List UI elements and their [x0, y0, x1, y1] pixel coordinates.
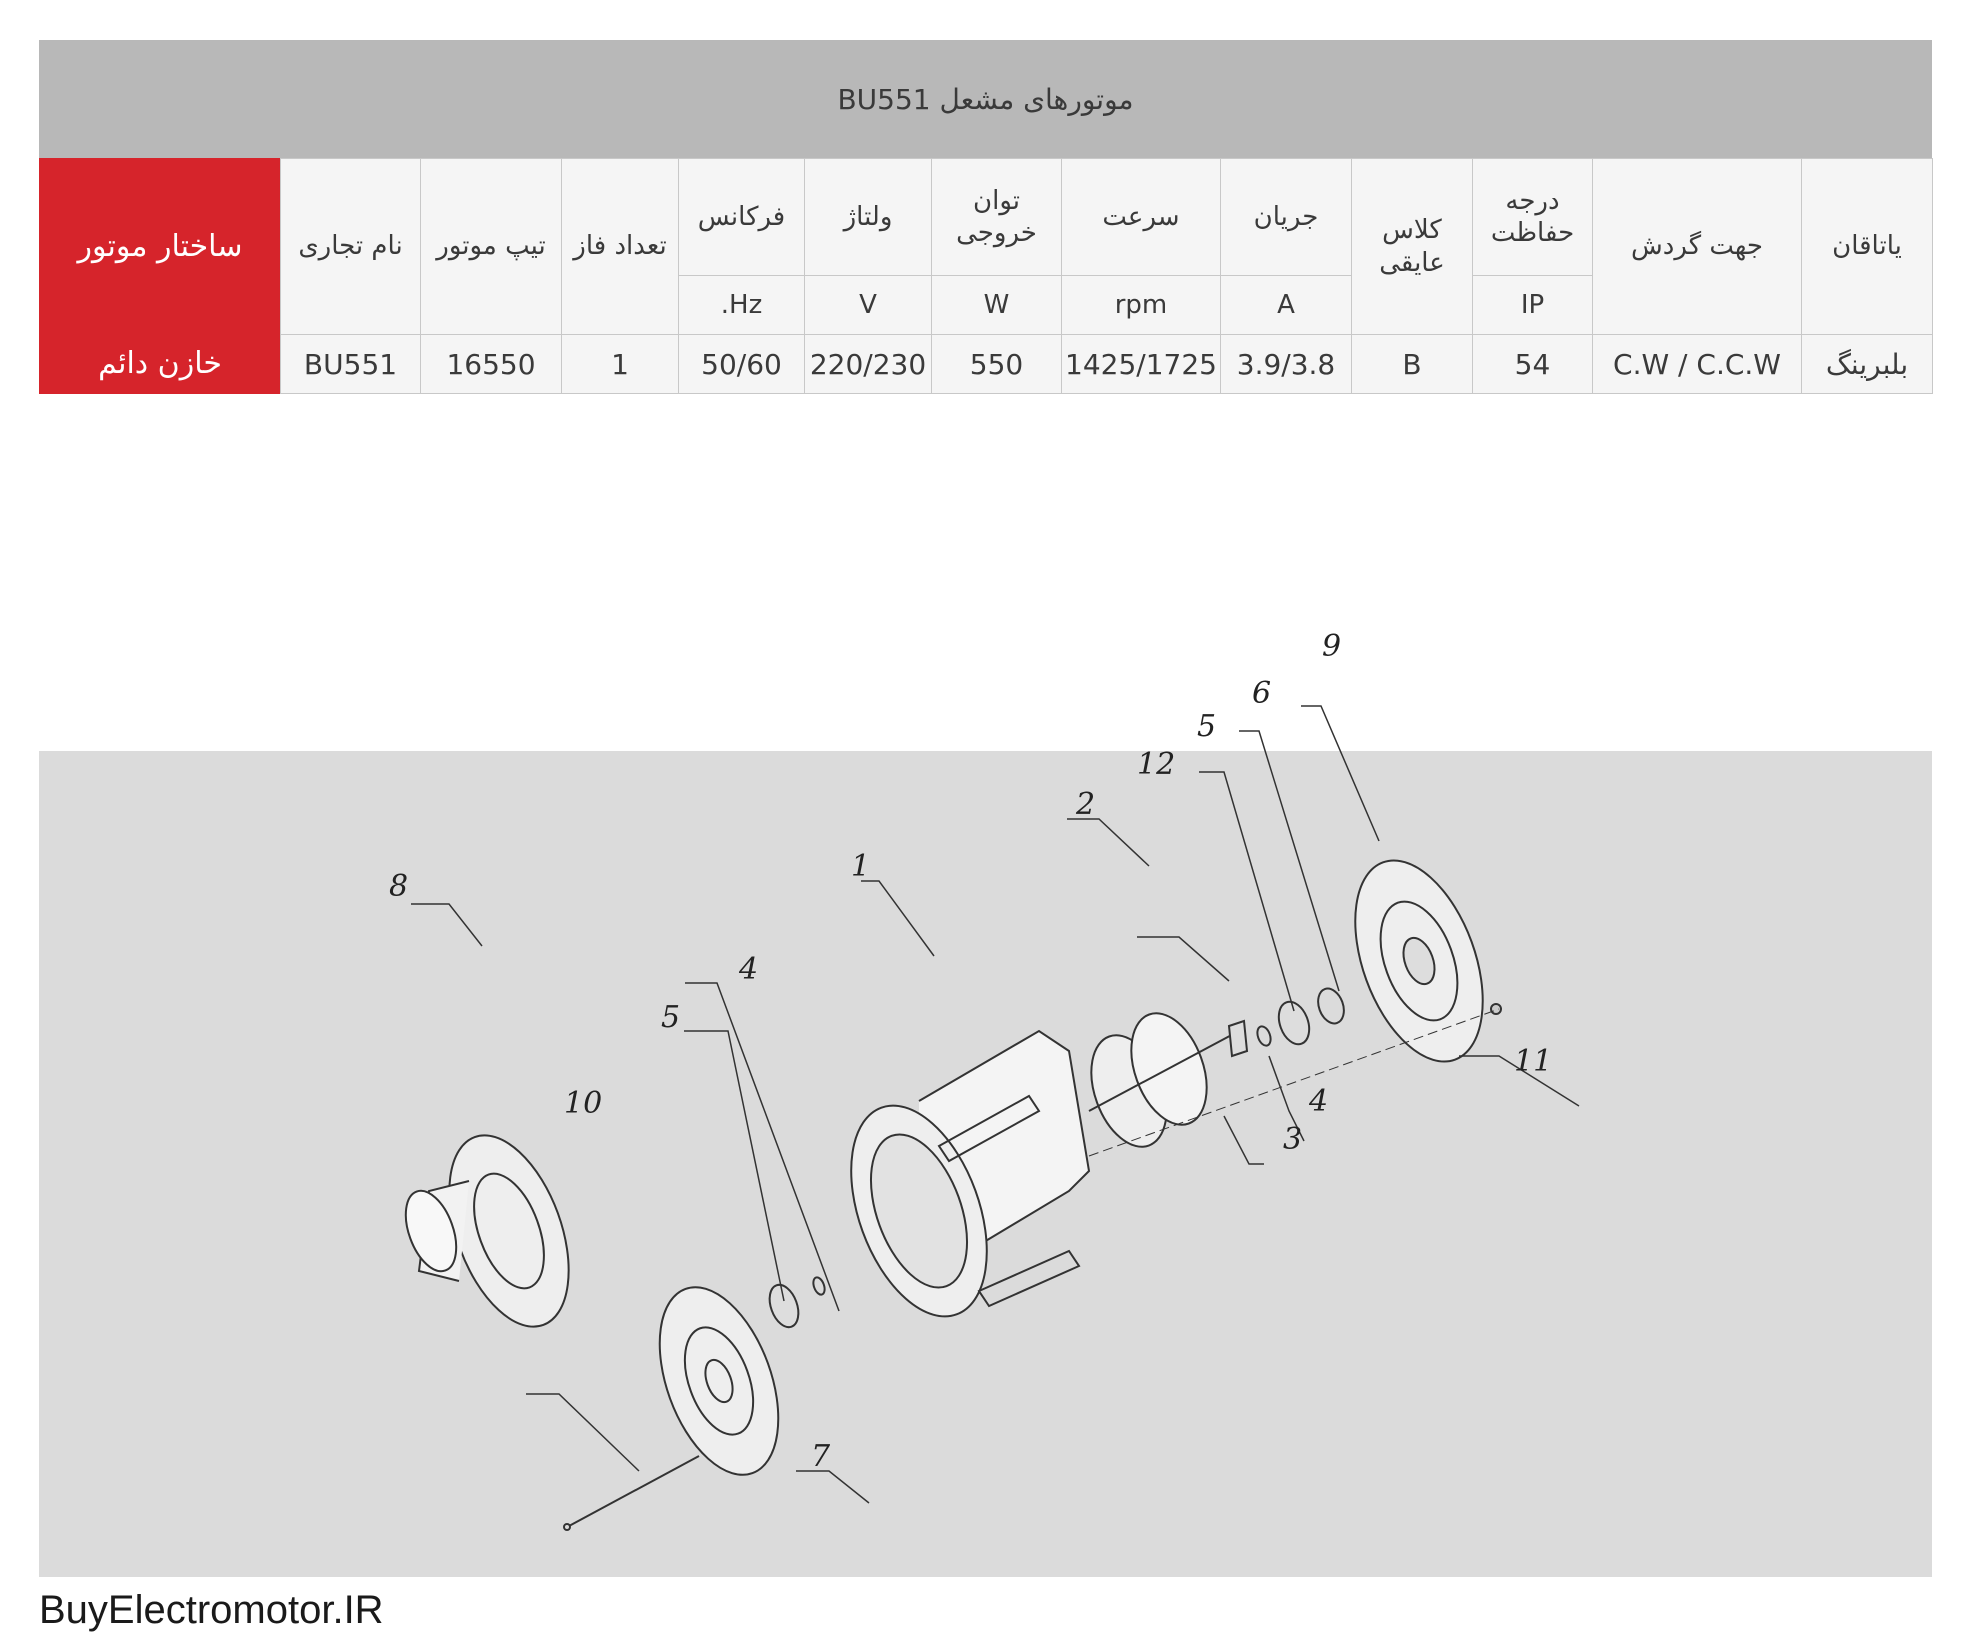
spec-table — [39, 158, 1933, 394]
header-phases: تعداد فاز — [562, 159, 679, 335]
part-nut — [1491, 1004, 1501, 1014]
exploded-view-drawing — [39, 629, 1932, 1577]
header-trade-name: نام تجاری — [281, 159, 421, 335]
label-6: 6 — [1252, 676, 1272, 711]
unit-protection: IP — [1473, 276, 1593, 335]
header-bearing: یاتاقان — [1802, 159, 1933, 335]
label-8: 8 — [389, 869, 409, 904]
part-rotor — [1077, 1003, 1239, 1157]
header-motor-type: تیپ موتور — [421, 159, 562, 335]
unit-power: W — [932, 276, 1062, 335]
unit-frequency: Hz. — [679, 276, 805, 335]
label-9: 9 — [1322, 629, 1342, 664]
unit-speed: rpm — [1062, 276, 1221, 335]
cell-voltage: 220/230 — [805, 335, 932, 394]
label-5-rear: 5 — [1197, 709, 1217, 744]
cell-protection: 54 — [1473, 335, 1593, 394]
label-2: 2 — [1076, 787, 1096, 822]
cell-power: 550 — [932, 335, 1062, 394]
header-protection: درجه حفاظت — [1473, 159, 1593, 276]
cell-insulation: B — [1352, 335, 1473, 394]
part-end-cap — [396, 1119, 592, 1343]
label-4-rear: 4 — [1309, 1084, 1329, 1119]
header-insulation: کلاس عایقی — [1352, 159, 1473, 335]
spec-table-panel — [39, 40, 1932, 394]
label-4-front: 4 — [739, 952, 759, 987]
cell-trade-name: BU551 — [281, 335, 421, 394]
header-speed: سرعت — [1062, 159, 1221, 276]
header-current: جریان — [1221, 159, 1352, 276]
cell-current: 3.9/3.8 — [1221, 335, 1352, 394]
header-voltage: ولتاژ — [805, 159, 932, 276]
header-frequency: فرکانس — [679, 159, 805, 276]
cell-structure: خازن دائم — [40, 335, 281, 394]
label-10: 10 — [564, 1086, 603, 1121]
unit-voltage: V — [805, 276, 932, 335]
part-stator-housing — [825, 1031, 1089, 1335]
label-7: 7 — [811, 1439, 831, 1474]
label-3: 3 — [1283, 1122, 1303, 1157]
header-power: توان خروجی — [932, 159, 1062, 276]
label-12: 12 — [1137, 747, 1176, 782]
label-11: 11 — [1514, 1044, 1553, 1079]
footer-brand: BuyElectromotor.IR — [39, 1588, 384, 1632]
part-rear-end-shield — [1330, 843, 1507, 1079]
cell-motor-type: 16550 — [421, 335, 562, 394]
cell-phases: 1 — [562, 335, 679, 394]
label-5-front: 5 — [661, 1000, 681, 1035]
cell-rotation: C.W / C.C.W — [1593, 335, 1802, 394]
label-1: 1 — [851, 849, 871, 884]
header-rotation: جهت گردش — [1593, 159, 1802, 335]
header-structure: ساختار موتور — [40, 159, 281, 335]
table-row — [40, 335, 1933, 394]
exploded-view-diagram — [39, 629, 1932, 1577]
table-title: موتورهای مشعل BU551 — [39, 40, 1932, 158]
cell-frequency: 50/60 — [679, 335, 805, 394]
unit-current: A — [1221, 276, 1352, 335]
cell-bearing: بلبرینگ — [1802, 335, 1933, 394]
cell-speed: 1425/1725 — [1062, 335, 1221, 394]
